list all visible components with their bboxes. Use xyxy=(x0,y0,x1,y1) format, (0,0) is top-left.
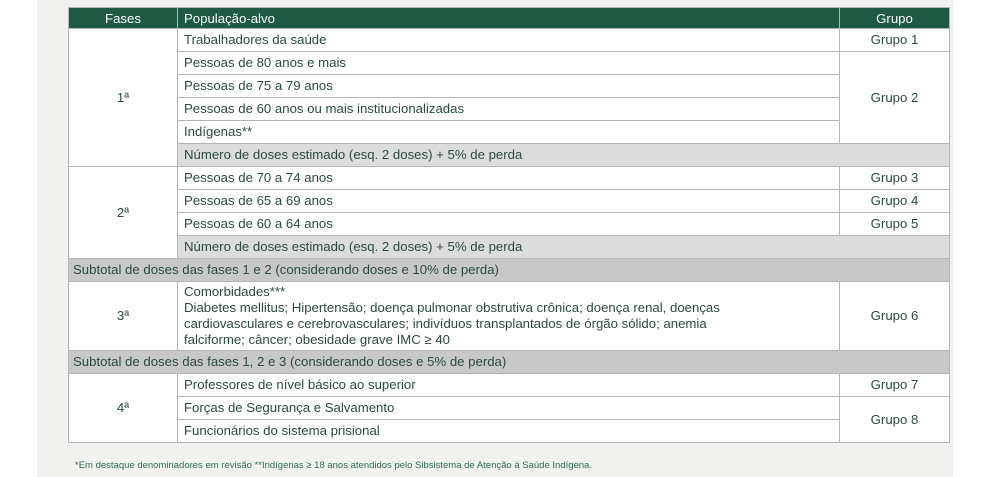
table-row xyxy=(69,259,950,282)
population-cell: Pessoas de 65 a 69 anos xyxy=(178,190,840,213)
phase-2-cell: 2ª xyxy=(69,167,178,259)
table-row xyxy=(69,374,950,397)
population-cell: Trabalhadores da saúde xyxy=(178,29,840,52)
group-8-cell: Grupo 8 xyxy=(840,397,950,443)
table-row xyxy=(69,351,950,374)
vaccination-phases-table xyxy=(68,7,950,443)
subtotal-phases-1-2: Subtotal de doses das fases 1 e 2 (considerando doses e 10% de perda) xyxy=(69,259,950,282)
group-7-cell: Grupo 7 xyxy=(840,374,950,397)
doses-estimate-phase-2: Número de doses estimado (esq. 2 doses) + 5% de perda xyxy=(178,236,950,259)
table-row xyxy=(69,144,950,167)
comorbidities-cell xyxy=(178,282,840,351)
population-cell: Pessoas de 60 a 64 anos xyxy=(178,213,840,236)
population-cell: Pessoas de 60 anos ou mais institucionalizadas xyxy=(178,98,840,121)
comorbidities-line: falciforme; câncer; obesidade grave IMC ≥ 40 xyxy=(184,332,450,347)
table-row xyxy=(69,397,950,420)
table-row xyxy=(69,29,950,52)
population-cell: Pessoas de 70 a 74 anos xyxy=(178,167,840,190)
phase-3-cell: 3ª xyxy=(69,282,178,351)
table-row xyxy=(69,420,950,443)
header-grupo: Grupo xyxy=(840,8,950,29)
population-cell: Professores de nível básico ao superior xyxy=(178,374,840,397)
table-row xyxy=(69,190,950,213)
header-fases: Fases xyxy=(69,8,178,29)
table-row xyxy=(69,236,950,259)
header-populacao: População-alvo xyxy=(178,8,840,29)
phase-1-cell: 1ª xyxy=(69,29,178,167)
phase-4-cell: 4ª xyxy=(69,374,178,443)
table-row xyxy=(69,98,950,121)
group-6-cell: Grupo 6 xyxy=(840,282,950,351)
population-cell: Forças de Segurança e Salvamento xyxy=(178,397,840,420)
subtotal-phases-1-2-3: Subtotal de doses das fases 1, 2 e 3 (considerando doses e 5% de perda) xyxy=(69,351,950,374)
table-row xyxy=(69,213,950,236)
group-4-cell: Grupo 4 xyxy=(840,190,950,213)
population-cell: Funcionários do sistema prisional xyxy=(178,420,840,443)
group-1-cell: Grupo 1 xyxy=(840,29,950,52)
table-row xyxy=(69,121,950,144)
comorbidities-title: Comorbidades*** xyxy=(184,284,286,299)
table-header-row xyxy=(69,8,950,29)
comorbidities-line: cardiovasculares e cerebrovasculares; indivíduos transplantados de órgão sólido; anemia xyxy=(184,316,707,331)
table-row xyxy=(69,282,950,351)
group-5-cell: Grupo 5 xyxy=(840,213,950,236)
table-row xyxy=(69,167,950,190)
comorbidities-line: Diabetes mellitus; Hipertensão; doença pulmonar obstrutiva crônica; doença renal, doenças xyxy=(184,300,720,315)
table-row xyxy=(69,52,950,75)
footnote: *Em destaque denominadores em revisão **Indígenas ≥ 18 anos atendidos pelo Sibsistema de Atenção à Saúde Indígena. xyxy=(75,460,592,471)
population-cell: Indígenas** xyxy=(178,121,840,144)
population-cell: Pessoas de 75 a 79 anos xyxy=(178,75,840,98)
doses-estimate-phase-1: Número de doses estimado (esq. 2 doses) + 5% de perda xyxy=(178,144,950,167)
table-row xyxy=(69,75,950,98)
group-2-cell: Grupo 2 xyxy=(840,52,950,144)
group-3-cell: Grupo 3 xyxy=(840,167,950,190)
population-cell: Pessoas de 80 anos e mais xyxy=(178,52,840,75)
